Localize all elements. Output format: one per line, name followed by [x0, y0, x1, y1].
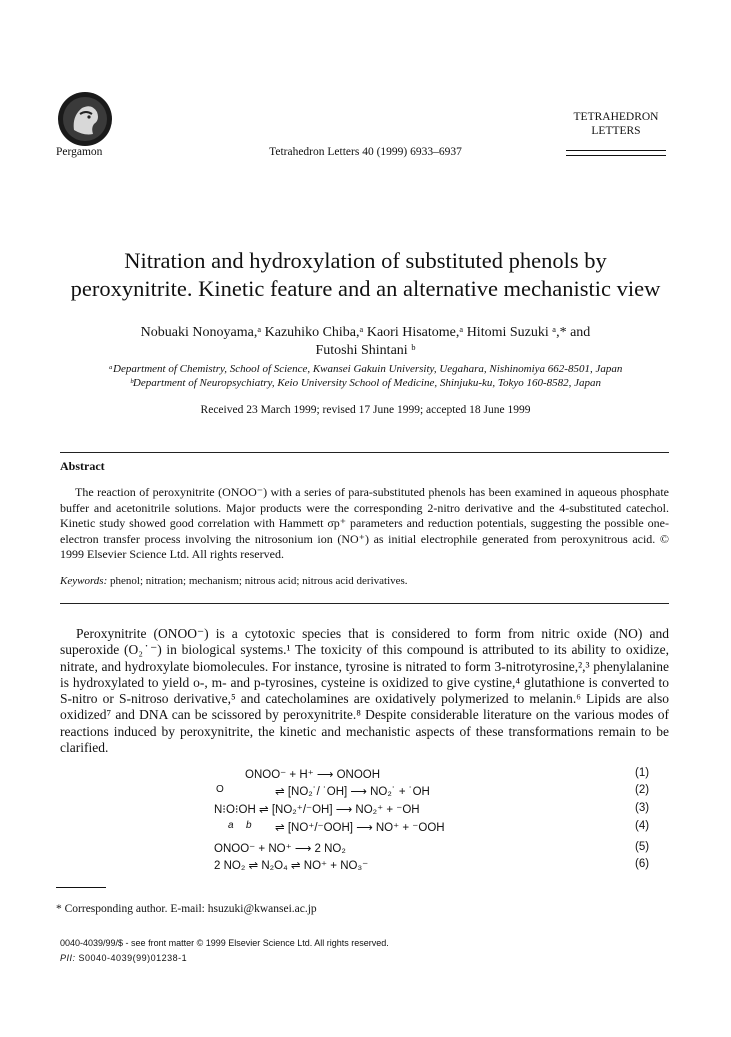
author-line2: Futoshi Shintani ᵇ — [315, 343, 416, 358]
article-title-line2: peroxynitrite. Kinetic feature and an alternative mechanistic view — [70, 276, 661, 301]
journal-name-line1: TETRAHEDRON — [573, 111, 659, 123]
author-line1: Nobuaki Nonoyama,ᵃ Kazuhiko Chiba,ᵃ Kaori Hisatome,ᵃ Hitomi Suzuki ᵃ,* and — [140, 325, 591, 340]
equation-5-number: (5) — [635, 841, 650, 853]
equation-5: ONOO⁻ + NO⁺ ⟶ 2 NO₂ — [214, 843, 346, 855]
pii-value: S0040-4039(99)01238-1 — [78, 953, 188, 963]
section-rule — [60, 603, 669, 604]
equation-3-number: (3) — [635, 802, 650, 814]
affiliation-a: ᵃDepartment of Chemistry, School of Science, Kwansei Gakuin University, Uegahara, Nishinomiya 662-8501, Japan — [108, 363, 623, 375]
bond-label-b: b — [246, 820, 252, 831]
bond-label-a: a — [228, 820, 234, 831]
equation-1: ONOO⁻ + H⁺ ⟶ ONOOH — [245, 769, 381, 781]
publisher-name: Pergamon — [56, 146, 103, 158]
keywords-label: Keywords: — [60, 575, 108, 587]
equation-2-number: (2) — [635, 784, 650, 796]
section-rule — [60, 452, 669, 453]
affiliation-b: ᵇDepartment of Neuropsychiatry, Keio University School of Medicine, Shinjuku-ku, Tokyo 160-8582, Japan — [129, 377, 602, 389]
keywords — [60, 575, 669, 587]
corresponding-author-footnote: * Corresponding author. E-mail: hsuzuki@kwansei.ac.jp — [56, 903, 317, 915]
keywords-list: phenol; nitration; mechanism; nitrous acid; nitrous acid derivatives. — [110, 575, 408, 587]
equation-2: ⇌ [NO₂˙/ ˙OH] ⟶ NO₂˙ + ˙OH — [275, 786, 430, 798]
abstract-text: The reaction of peroxynitrite (ONOO⁻) with a series of para-substituted phenols has been examined in aqueous phosphate buffer and acetonitrile solutions. Major products were the corresponding 2-nitro derivative and the 4-substituted catechol. Kinetic study showed good correlation with Hammett σp⁺ parameters and reduction potentials, suggesting the possible one-electron transfer process involving the nitrosonium ion (NO⁺) as initial electrophile generated from peroxynitrous acid. © 1999 Elsevier Science Ltd. All rights reserved. — [60, 485, 669, 562]
article-title-line1: Nitration and hydroxylation of substituted phenols by — [124, 248, 607, 273]
received-dates: Received 23 March 1999; revised 17 June 1999; accepted 18 June 1999 — [200, 404, 531, 416]
article-title — [30, 247, 701, 303]
publisher-logo — [56, 90, 114, 148]
scheme-oxygen-label: O — [216, 784, 224, 795]
journal-citation: Tetrahedron Letters 40 (1999) 6933–6937 — [269, 146, 462, 158]
equation-1-number: (1) — [635, 767, 650, 779]
equation-6-number: (6) — [635, 858, 650, 870]
equation-4-number: (4) — [635, 820, 650, 832]
equation-3: N⁝O⁝OH ⇌ [NO₂⁺/⁻OH] ⟶ NO₂⁺ + ⁻OH — [214, 804, 420, 816]
body-paragraph: Peroxynitrite (ONOO⁻) is a cytotoxic species that is considered to form from nitric oxide (NO) and superoxide (O₂˙⁻) in biological systems.¹ The toxicity of this compound is attributed to its ability to oxidize, nitrate, and hydroxylate biomolecules. For instance, tyrosine is nitrated to form 3-nitrotyrosine,²,³ phenylalanine is hydroxylated to yield o-, m- and p-tyrosines, cysteine is oxidized to give cystine,⁴ glutathione is converted to S-nitro or S-nitroso derivative,⁵ and catecholamines are oxidatively polymerized to melanin.⁶ Lipids are also oxidized⁷ and DNA can be scissored by peroxynitrite.⁸ Despite considerable literature on the various modes of reactions induced by peroxynitrite, the kinetic and mechanistic aspects of these transformations remain to be clarified. — [60, 626, 669, 756]
equation-6: 2 NO₂ ⇌ N₂O₄ ⇌ NO⁺ + NO₃⁻ — [214, 860, 369, 872]
affiliations — [30, 362, 701, 390]
copyright-line: 0040-4039/99/$ - see front matter © 1999 Elsevier Science Ltd. All rights reserved. — [60, 938, 389, 948]
pii-label: PII: — [60, 953, 76, 963]
footnote-rule — [56, 887, 106, 888]
abstract-heading: Abstract — [60, 459, 105, 473]
journal-rule — [566, 155, 666, 156]
journal-rule — [566, 150, 666, 151]
equation-4: ⇌ [NO⁺/⁻OOH] ⟶ NO⁺ + ⁻OOH — [275, 822, 445, 834]
journal-name-line2: LETTERS — [591, 125, 641, 137]
pii-line — [60, 953, 187, 963]
author-list — [40, 324, 691, 360]
journal-name — [556, 110, 676, 138]
